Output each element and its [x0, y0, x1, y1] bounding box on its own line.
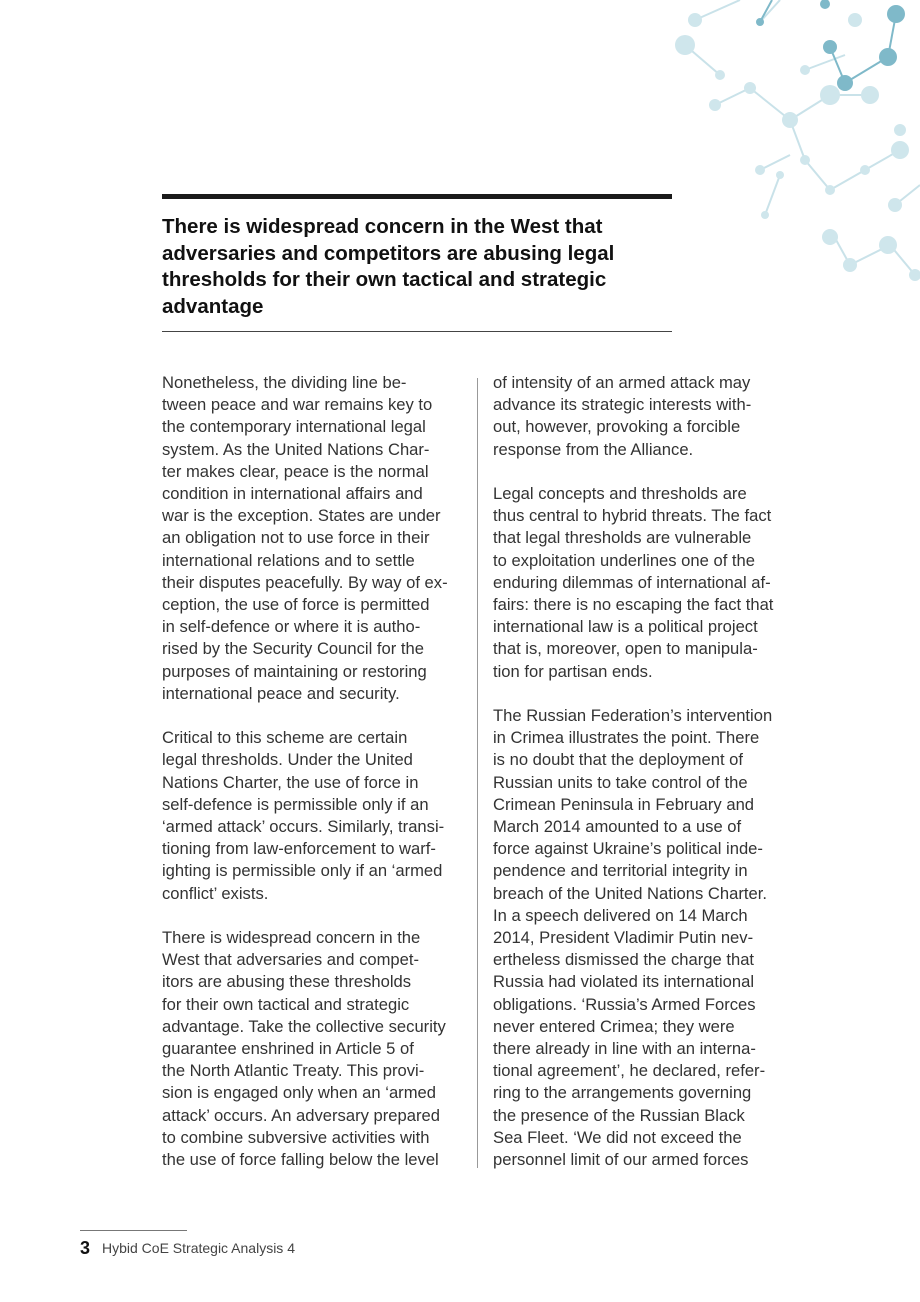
paragraph: of intensity of an armed attack may advance its strategic interests with- out, however, provoking a forcible response from the Alliance. — [493, 373, 752, 459]
paragraph: Critical to this scheme are certain legal thresholds. Under the United Nations Charter, the use of force in self-defence is permissible only if an ‘armed attack’ occurs. Similarly, transi- tioning from law-enforcement to warf- ighting is permissible only if an ‘armed conflict’ exists. — [162, 728, 445, 903]
right-text-column — [493, 372, 793, 1193]
column-divider — [477, 378, 478, 1168]
paragraph: The Russian Federation’s intervention in Crimea illustrates the point. There is no doubt that the deployment of Russian units to take control of the Crimean Peninsula in February and March 2014 amounted to a use of force against Ukraine’s political inde- pendence and territorial integrity in breach of the United Nations Charter. In a speech delivered on 14 March 2014, President Vladimir Putin nev- ertheless dismissed the charge that Russia had violated its international obligations. ‘Russia’s Armed Forces never entered Crimea; they were there already in line with an interna- tional agreement’, he declared, refer- ring to the arrangements governing the presence of the Russian Black Sea Fleet. ‘We did not exceed the personnel limit of our armed forces — [493, 706, 773, 1170]
pull-quote: There is widespread concern in the West that adversaries and competitors are abusing legal thresholds for their own tactical and strategic advantage — [162, 215, 615, 318]
footer-rule — [80, 1230, 187, 1231]
paragraph: Nonetheless, the dividing line be- tween peace and war remains key to the contemporary international legal system. As the United Nations Char- ter makes clear, peace is the normal condition in international affairs and war is the exception. States are under an obligation not to use force in their international relations and to settle their disputes peacefully. By way of ex- ception, the use of force is permitted in self-defence or where it is autho- rised by the Security Council for the purposes of maintaining or restoring international peace and security. — [162, 373, 448, 703]
molecule-network-decoration — [660, 0, 920, 300]
pull-quote-top-rule — [162, 194, 672, 199]
paragraph: There is widespread concern in the West that adversaries and compet- itors are abusing these thresholds for their own tactical and strategic advantage. Take the collective security guarantee enshrined in Article 5 of the North Atlantic Treaty. This provi- sion is engaged only when an ‘armed attack’ occurs. An adversary prepared to combine subversive activities with the use of force falling below the level — [162, 928, 446, 1170]
publication-title: Hybid CoE Strategic Analysis 4 — [102, 1240, 295, 1256]
paragraph: Legal concepts and thresholds are thus central to hybrid threats. The fact that legal thresholds are vulnerable to exploitation underlines one of the enduring dilemmas of international af- fairs: there is no escaping the fact that international law is a political project that is, moreover, open to manipula- tion for partisan ends. — [493, 484, 774, 681]
page-number: 3 — [80, 1238, 91, 1258]
pull-quote-bottom-rule — [162, 331, 672, 332]
left-text-column — [162, 372, 462, 1193]
